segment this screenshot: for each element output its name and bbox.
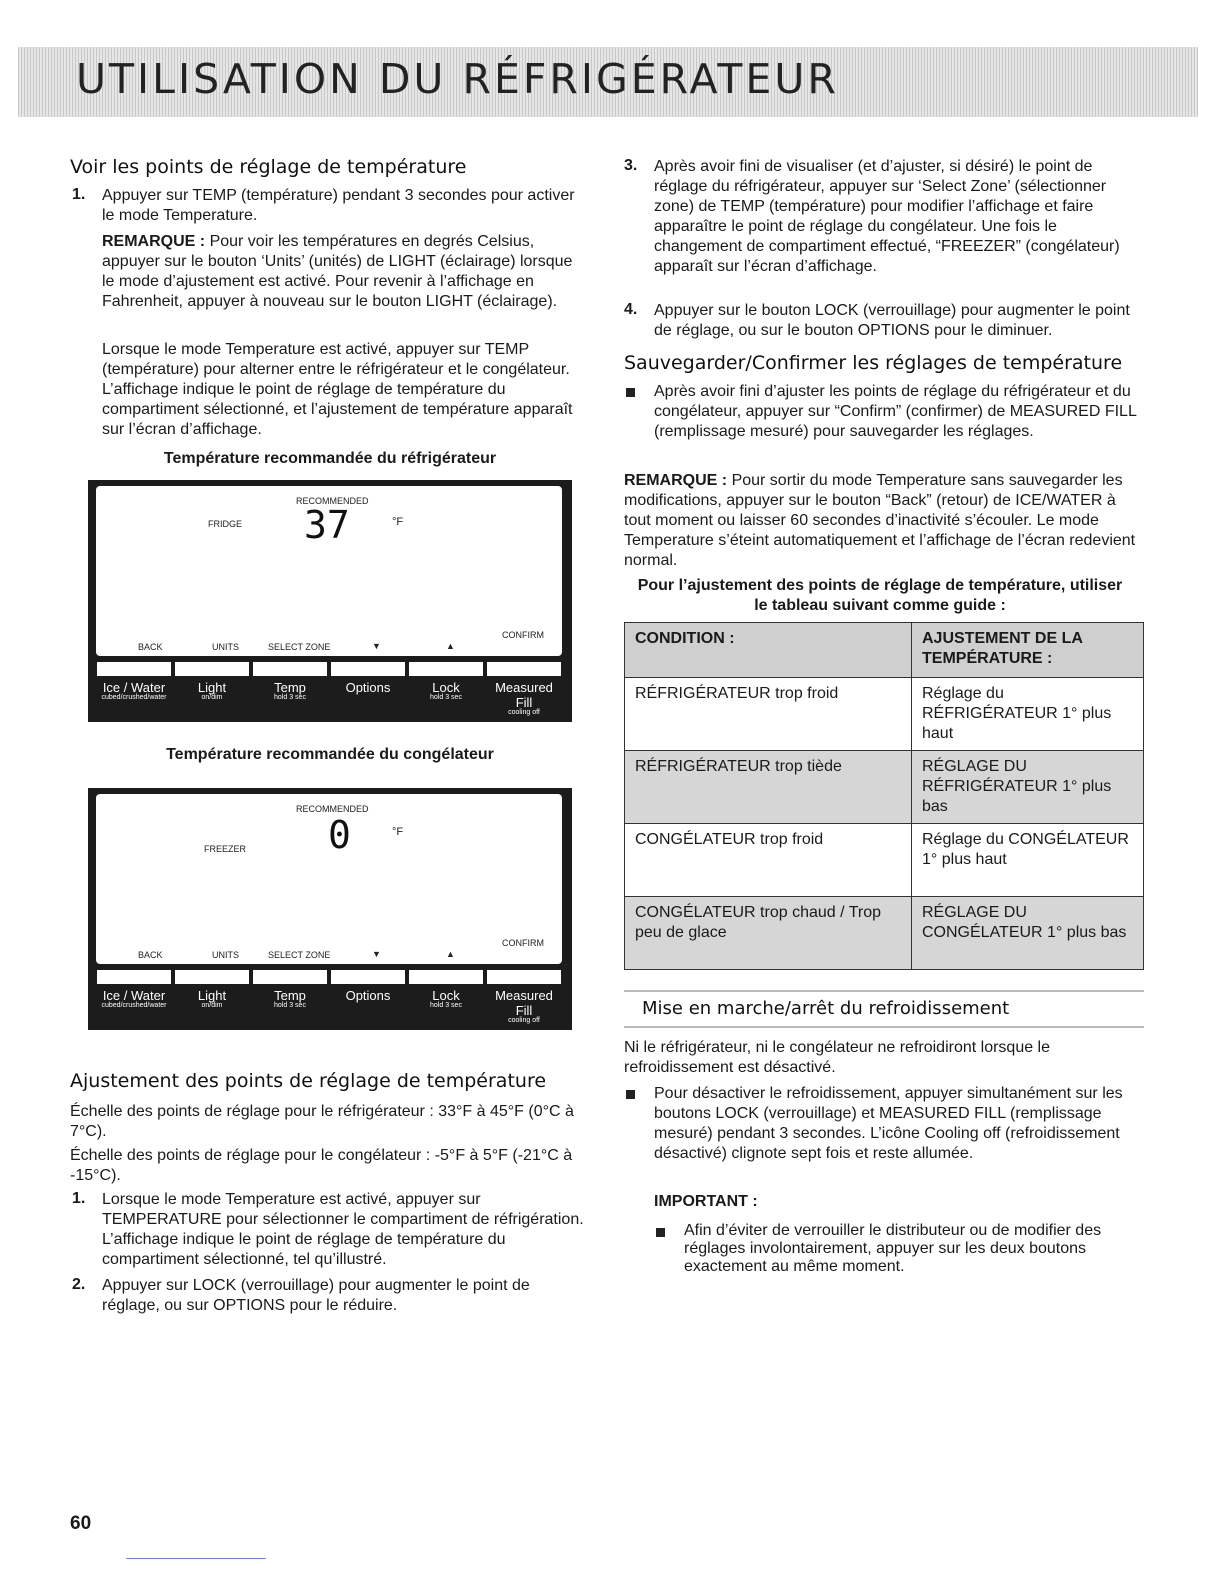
- button-label: Ice / Water: [102, 988, 166, 1003]
- figure-caption-fridge: Température recommandée du réfrigérateur: [163, 450, 497, 467]
- note-paragraph: [624, 471, 1144, 571]
- section-divider: [624, 990, 1144, 992]
- unit-label: °F: [392, 826, 404, 838]
- list-number: 3.: [624, 157, 638, 174]
- back-label: BACK: [138, 642, 163, 652]
- note-text: Pour voir les températures en degrés Celsius, appuyer sur le bouton ‘Units’ (unités) de LIGHT (éclairage) lorsque le mode d’ajustement est activé. Pour revenir à l’affichage en Fahrenheit, appuyer à nouveau sur le bouton LIGHT (éclairage).: [102, 233, 573, 310]
- button-label: Lock: [432, 680, 460, 695]
- note-label: REMARQUE :: [624, 472, 728, 489]
- table-cell: RÉGLAGE DU CONGÉLATEUR 1° plus bas: [912, 897, 1144, 970]
- control-panel-fridge: [88, 480, 572, 722]
- down-arrow-icon: ▼: [372, 641, 381, 651]
- temp-button[interactable]: [252, 970, 328, 1024]
- table-header-row: [625, 623, 1144, 678]
- table-header: AJUSTEMENT DE LA TEMPÉRATURE :: [912, 623, 1144, 678]
- button-sublabel: hold 3 sec: [430, 694, 462, 701]
- button-label: Measured Fill: [495, 988, 553, 1018]
- ice-water-button[interactable]: [96, 662, 172, 716]
- footer-rule: [126, 1558, 266, 1559]
- light-button[interactable]: [174, 662, 250, 716]
- list-number: 2.: [72, 1276, 86, 1293]
- select-zone-label: SELECT ZONE: [268, 642, 331, 652]
- temperature-readout: 37: [304, 503, 350, 547]
- button-label: Temp: [274, 988, 306, 1003]
- button-sublabel: cooling off: [508, 709, 540, 716]
- list-number: 1.: [72, 186, 86, 203]
- important-label: IMPORTANT :: [654, 1193, 758, 1210]
- note-text: Pour sortir du mode Temperature sans sauvegarder les modifications, appuyer sur le bouton “Back” (retour) de ICE/WATER à tout moment ou laisser 60 secondes d’inactivité s’écouler. Le mode Temperature s’éteint automatiquement et l’affichage de l’écran redevient normal.: [624, 472, 1136, 569]
- table-header: CONDITION :: [625, 623, 912, 678]
- table-row: [625, 678, 1144, 751]
- section-title-view-setpoints: Voir les points de réglage de température: [70, 156, 467, 178]
- light-button[interactable]: [174, 970, 250, 1024]
- list-item: Appuyer sur TEMP (température) pendant 3 secondes pour activer le mode Temperature.: [102, 187, 575, 224]
- unit-label: °F: [392, 516, 404, 528]
- section-divider: [624, 1026, 1144, 1028]
- section-title-adjust-setpoints: Ajustement des points de réglage de température: [70, 1070, 547, 1092]
- measured-fill-button[interactable]: [486, 662, 562, 716]
- units-label: UNITS: [212, 950, 239, 960]
- button-sublabel: cooling off: [508, 1017, 540, 1024]
- back-label: BACK: [138, 950, 163, 960]
- temp-button[interactable]: [252, 662, 328, 716]
- confirm-label: CONFIRM: [502, 630, 544, 640]
- recommended-label: RECOMMENDED: [296, 496, 369, 506]
- down-arrow-icon: ▼: [372, 949, 381, 959]
- table-cell: RÉGLAGE DU RÉFRIGÉRATEUR 1° plus bas: [912, 751, 1144, 824]
- table-row: [625, 824, 1144, 897]
- button-label: Light: [197, 988, 227, 1003]
- button-label: Measured Fill: [495, 680, 553, 710]
- table-cell: CONGÉLATEUR trop froid: [625, 824, 912, 897]
- paragraph: Ni le réfrigérateur, ni le congélateur ne refroidiront lorsque le refroidissement est désactivé.: [624, 1039, 1051, 1076]
- button-sublabel: on/dim: [201, 1002, 223, 1009]
- page-banner: [18, 47, 1198, 117]
- list-item: Appuyer sur LOCK (verrouillage) pour augmenter le point de réglage, ou sur OPTIONS pour le réduire.: [102, 1277, 530, 1314]
- note-label: REMARQUE :: [102, 233, 206, 250]
- measured-fill-button[interactable]: [486, 970, 562, 1024]
- table-cell: Réglage du CONGÉLATEUR 1° plus haut: [912, 824, 1144, 897]
- table-cell: RÉFRIGÉRATEUR trop tiède: [625, 751, 912, 824]
- ice-water-button[interactable]: [96, 970, 172, 1024]
- button-sublabel: on/dim: [201, 694, 223, 701]
- page-title: UTILISATION DU RÉFRIGÉRATEUR: [76, 55, 839, 103]
- control-panel-freezer: [88, 788, 572, 1030]
- bullet-icon: [626, 388, 635, 397]
- button-sublabel: hold 3 sec: [274, 1002, 306, 1009]
- list-item: Lorsque le mode Temperature est activé, appuyer sur TEMPERATURE pour sélectionner le compartiment de réfrigération. L’affichage indique le point de réglage de température du compartiment sélectionné, tel qu’illustré.: [102, 1191, 584, 1268]
- section-title-save-confirm: Sauvegarder/Confirmer les réglages de température: [624, 352, 1123, 374]
- section-title-cooling-onoff: Mise en marche/arrêt du refroidissement: [642, 998, 1010, 1019]
- table-cell: Réglage du RÉFRIGÉRATEUR 1° plus haut: [912, 678, 1144, 751]
- button-sublabel: hold 3 sec: [430, 1002, 462, 1009]
- options-button[interactable]: [330, 662, 406, 716]
- button-label: Options: [345, 680, 391, 695]
- up-arrow-icon: ▲: [446, 641, 455, 651]
- figure-caption-freezer: Température recommandée du congélateur: [166, 746, 494, 763]
- note-paragraph: [102, 232, 588, 312]
- up-arrow-icon: ▲: [446, 949, 455, 959]
- table-cell: RÉFRIGÉRATEUR trop froid: [625, 678, 912, 751]
- lock-button[interactable]: [408, 970, 484, 1024]
- list-item: Après avoir fini de visualiser (et d’ajuster, si désiré) le point de réglage du réfrigérateur, appuyer sur ‘Select Zone’ (sélectionner zone) de TEMP (température) pour modifier l’affichage et faire apparaître le point de réglage du congélateur. Une fois le changement de compartiment effectué, “FREEZER” (congélateur) apparaît sur l’écran d’affichage.: [654, 158, 1120, 275]
- list-item: Appuyer sur le bouton LOCK (verrouillage) pour augmenter le point de réglage, ou sur le bouton OPTIONS pour le diminuer.: [654, 302, 1130, 339]
- recommended-label: RECOMMENDED: [296, 804, 369, 814]
- display-screen: [96, 486, 562, 656]
- button-label: Ice / Water: [102, 680, 166, 695]
- button-label: Lock: [432, 988, 460, 1003]
- bullet-icon: [656, 1228, 665, 1237]
- temperature-readout: 0: [328, 813, 351, 857]
- table-caption: Pour l’ajustement des points de réglage de température, utiliser le tableau suivant comme guide :: [637, 577, 1123, 614]
- confirm-label: CONFIRM: [502, 938, 544, 948]
- list-number: 1.: [72, 1190, 86, 1207]
- bullet-item: Après avoir fini d’ajuster les points de réglage du réfrigérateur et du congélateur, appuyer sur “Confirm” (confirmer) de MEASURED FILL (remplissage mesuré) pour sauvegarder les réglages.: [654, 383, 1137, 440]
- bullet-item: Pour désactiver le refroidissement, appuyer simultanément sur les boutons LOCK (verrouillage) et MEASURED FILL (remplissage mesuré) pendant 3 secondes. L’icône Cooling off (refroidissement désactivé) clignote sept fois et reste allumée.: [654, 1085, 1123, 1162]
- table-cell: CONGÉLATEUR trop chaud / Trop peu de glace: [625, 897, 912, 970]
- table-row: [625, 897, 1144, 970]
- display-screen: [96, 794, 562, 964]
- button-row: [96, 662, 564, 716]
- button-sublabel: cubed/crushed/water: [101, 1002, 167, 1009]
- table-row: [625, 751, 1144, 824]
- button-row: [96, 970, 564, 1024]
- paragraph: Échelle des points de réglage pour le réfrigérateur : 33°F à 45°F (0°C à 7°C).: [70, 1103, 574, 1140]
- button-label: Light: [197, 680, 227, 695]
- select-zone-label: SELECT ZONE: [268, 950, 331, 960]
- zone-label: FREEZER: [204, 844, 247, 854]
- button-sublabel: hold 3 sec: [274, 694, 306, 701]
- list-number: 4.: [624, 301, 638, 318]
- paragraph: Lorsque le mode Temperature est activé, appuyer sur TEMP (température) pour alterner entre le réfrigérateur et le congélateur. L’affichage indique le point de réglage de température du compartiment sélectionné, et l’ajustement de température apparaît sur l’écran d’affichage.: [102, 341, 573, 438]
- button-label: Temp: [274, 680, 306, 695]
- paragraph: Échelle des points de réglage pour le congélateur : -5°F à 5°F (-21°C à -15°C).: [70, 1147, 573, 1184]
- button-label: Options: [345, 988, 391, 1003]
- page-number: 60: [70, 1513, 92, 1534]
- temperature-guide-table: [624, 622, 1144, 970]
- units-label: UNITS: [212, 642, 239, 652]
- button-sublabel: cubed/crushed/water: [101, 694, 167, 701]
- zone-label: FRIDGE: [208, 519, 243, 529]
- options-button[interactable]: [330, 970, 406, 1024]
- lock-button[interactable]: [408, 662, 484, 716]
- bullet-item: Afin d’éviter de verrouiller le distributeur ou de modifier des réglages involontairement, appuyer sur les deux boutons exactement au même moment.: [684, 1222, 1102, 1275]
- bullet-icon: [626, 1090, 635, 1099]
